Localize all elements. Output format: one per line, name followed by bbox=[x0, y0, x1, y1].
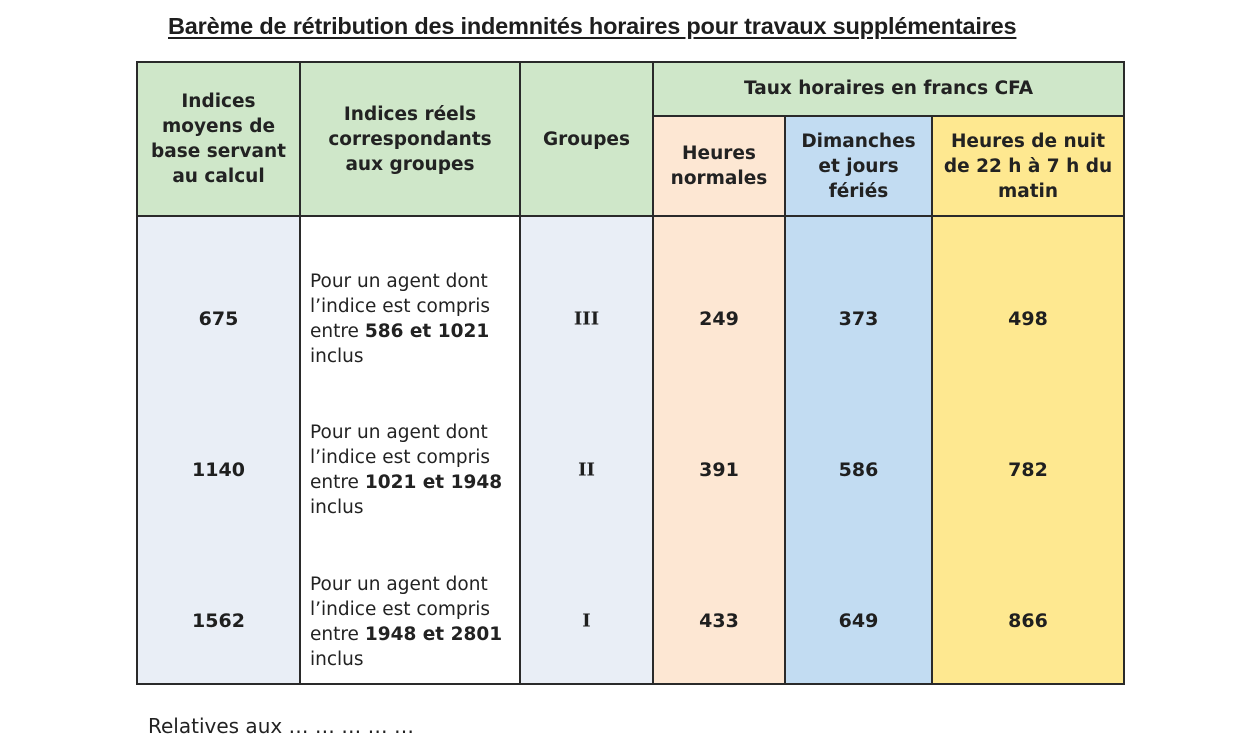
table-border-right bbox=[1123, 61, 1125, 685]
dimanches-value: 373 bbox=[838, 308, 879, 330]
table-border-bottom bbox=[137, 683, 1125, 685]
header-line: Dimanches bbox=[801, 131, 916, 152]
heures-normales-value: 249 bbox=[699, 308, 739, 330]
groupe-value: III bbox=[573, 308, 600, 330]
desc-line: inclus bbox=[310, 649, 364, 670]
column-divider bbox=[931, 116, 933, 685]
desc-line bbox=[310, 622, 520, 647]
header-line: Heures de nuit bbox=[950, 131, 1106, 152]
heures-nuit-value: 498 bbox=[1008, 308, 1048, 330]
header-line: moyens de bbox=[161, 116, 275, 137]
desc-line: Pour un agent dont bbox=[310, 422, 488, 443]
desc-range: 586 et 1021 bbox=[364, 321, 490, 342]
desc-line: l’indice est compris bbox=[310, 599, 490, 620]
column-divider bbox=[784, 116, 786, 685]
indice-moyen: 1140 bbox=[192, 459, 245, 481]
table-border-left bbox=[136, 61, 138, 685]
desc-line: l’indice est compris bbox=[310, 447, 490, 468]
indice-moyen: 675 bbox=[198, 308, 239, 330]
header-cell-taux bbox=[653, 62, 1124, 116]
desc-prefix: entre bbox=[310, 624, 365, 645]
truncated-paragraph: Relatives aux … … … … … bbox=[148, 714, 414, 738]
desc-line bbox=[310, 319, 520, 344]
header-line: correspondants bbox=[328, 129, 492, 150]
desc-range: 1021 et 1948 bbox=[364, 472, 503, 493]
heures-normales-value: 433 bbox=[699, 610, 739, 632]
indice-range-description bbox=[310, 269, 520, 369]
groupe-value: II bbox=[578, 459, 595, 481]
header-line: Indices réels bbox=[343, 104, 477, 125]
heures-normales-value: 391 bbox=[699, 459, 739, 481]
dimanches-value: 586 bbox=[838, 459, 879, 481]
column-divider bbox=[652, 61, 654, 685]
header-line: base servant bbox=[151, 141, 286, 162]
header-line: fériés bbox=[828, 181, 889, 202]
header-line: normales bbox=[670, 168, 768, 189]
page-title: Barème de rétribution des indemnités horaires pour travaux supplémentaires bbox=[168, 13, 1017, 39]
header-line: au calcul bbox=[172, 166, 265, 187]
column-divider bbox=[299, 61, 301, 685]
header-taux-label: Taux horaires en francs CFA bbox=[743, 78, 1034, 99]
header-line: matin bbox=[997, 181, 1059, 202]
desc-prefix: entre bbox=[310, 321, 365, 342]
header-cell-dimanches bbox=[785, 116, 932, 216]
header-cell-indices-reels bbox=[300, 62, 520, 216]
table-border-top bbox=[137, 61, 1125, 63]
table-header-divider bbox=[653, 115, 1125, 117]
header-line: Indices bbox=[181, 91, 256, 112]
desc-range: 1948 et 2801 bbox=[364, 624, 503, 645]
header-line: aux groupes bbox=[345, 154, 475, 175]
heures-nuit-value: 782 bbox=[1008, 459, 1048, 481]
desc-line bbox=[310, 470, 520, 495]
header-cell-groupes bbox=[520, 62, 653, 216]
desc-prefix: entre bbox=[310, 472, 365, 493]
header-cell-indices-moyens bbox=[137, 62, 300, 216]
indice-range-description bbox=[310, 420, 520, 520]
desc-line: l’indice est compris bbox=[310, 296, 490, 317]
header-cell-heures-nuit bbox=[932, 116, 1124, 216]
indice-moyen: 1562 bbox=[192, 610, 245, 632]
table-header-bottom bbox=[137, 215, 1125, 217]
desc-line: inclus bbox=[310, 497, 364, 518]
header-line: et jours bbox=[818, 156, 899, 177]
indice-range-description bbox=[310, 572, 520, 672]
header-line: de 22 h à 7 h du bbox=[943, 156, 1113, 177]
groupe-value: I bbox=[582, 610, 591, 632]
desc-line: Pour un agent dont bbox=[310, 574, 488, 595]
heures-nuit-value: 866 bbox=[1008, 610, 1048, 632]
header-cell-heures-normales bbox=[653, 116, 785, 216]
desc-line: Pour un agent dont bbox=[310, 271, 488, 292]
dimanches-value: 649 bbox=[838, 610, 879, 632]
desc-line: inclus bbox=[310, 346, 364, 367]
header-line: Heures bbox=[682, 143, 756, 164]
header-line: Groupes bbox=[543, 129, 630, 150]
